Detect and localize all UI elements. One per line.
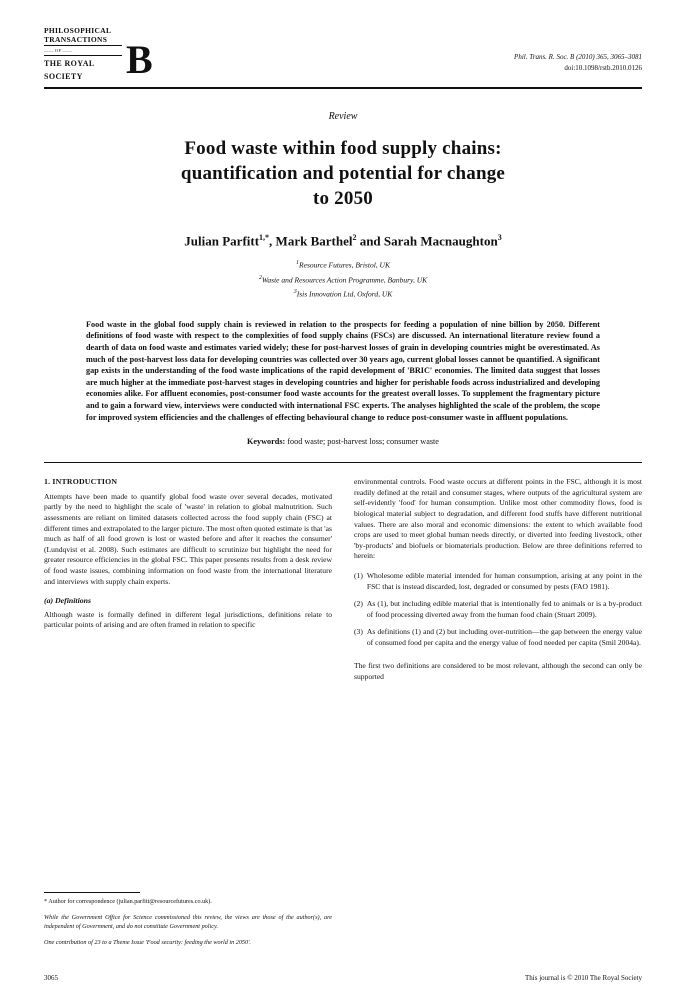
definitions-list — [354, 571, 642, 649]
footnote-government-note: While the Government Office for Science commissioned this review, the views are those of the author(s), are independent of Government, and do not constitute Government policy. — [44, 914, 332, 930]
subsection-heading-definitions: (a) Definitions — [44, 596, 91, 606]
journal-logo-society: SOCIETY — [44, 71, 83, 81]
list-item — [354, 627, 642, 648]
journal-logo-royal: THE ROYAL — [44, 59, 95, 68]
article-title-line-3: to 2050 — [313, 188, 373, 209]
journal-logo-line-1 — [44, 26, 122, 46]
journal-doi: doi:10.1098/rstb.2010.0126 — [564, 64, 642, 72]
keywords-label: Keywords: — [247, 437, 286, 447]
definition-2-number: (2) — [354, 599, 363, 609]
footnote-divider — [44, 892, 140, 893]
affiliation-2: $^2$Waste and Resources Action Programme, Banbury, UK — [258, 274, 428, 285]
list-item — [354, 599, 642, 620]
definition-3-number: (3) — [354, 627, 363, 637]
footnote-theme-issue: One contribution of 23 to a Theme Issue 'Food security: feeding the world in 2050'. — [44, 939, 251, 946]
definition-1-text: Wholesome edible material intended for human consumption, arising at any point in the FSC that is instead discarded, lost, degraded or consumed by pests (FAO 1981). — [366, 570, 642, 591]
intro-paragraph-1: Attempts have been made to quantify global food waste over several decades, motivated partly by the need to highlight the scale of 'waste' in relation to global malnutrition. Such assessments are reliant on limited datasets collected across the food supply chain (FSC) at different times and extrapolated to the larger picture. The most often quoted estimate is that 'as much as half of all food grown is lost or wasted before and after it reaches the consumer' (Lundqvist et al. 2008). Such estimates are difficult to scrutinize but highlight the need for greater resource efficiencies in the global FSC. This paper presents results from a desk review of food waste issues, combining information on food waste from the international literature and interviews with supply chain experts. — [44, 491, 332, 586]
affiliation-1-text: Resource Futures, Bristol, UK — [299, 260, 390, 270]
affiliation-3: $^3$Isis Innovation Ltd, Oxford, UK — [293, 289, 393, 299]
page-footer — [44, 974, 642, 982]
left-column — [44, 477, 332, 875]
affiliation-3-text: Isis Innovation Ltd, Oxford, UK — [296, 289, 393, 299]
right-paragraph-1: environmental controls. Food waste occurs at different points in the FSC, although it is most readily defined at the retail and consumer stages, where outputs of the agricultural system are self-evidently 'food' for human consumption. Unlike most other commodity flows, food is biological material subject to degradation, and different food stuffs have different nutritional values. There are also moral and economic dimensions: the extent to which available food crops are used to meet global human needs directly, or diverted into feeding livestock, other 'by-products' and biofuels or biomaterials production. Below are three definitions referred to herein: — [354, 477, 642, 561]
definition-3-text: As definitions (1) and (2) but including over-nutrition—the gap between the energy value of consumed food per capita and the energy value of food needed per capita (Smil 2004a). — [366, 627, 642, 647]
right-closing-paragraph: The first two definitions are considered to be most relevant, although the second can only be supported — [354, 661, 642, 682]
journal-logo-of: —— OF —— — [44, 46, 122, 56]
journal-logo-b-letter: B — [126, 37, 153, 82]
article-type-label: Review — [328, 111, 358, 122]
page-title — [74, 136, 612, 211]
abstract-divider — [44, 462, 642, 463]
copyright-notice: This journal is © 2010 The Royal Society — [525, 974, 642, 982]
page-number: 3065 — [44, 974, 58, 982]
affiliation-list — [44, 257, 642, 301]
abstract-text: Food waste in the global food supply chain is reviewed in relation to the prospects for feeding a population of nine billion by 2050. Different definitions of food waste with respect to the complexities of food supply chains (FSCs) are discussed. An international literature review found a dearth of data on food waste and estimates varied widely; these for post-harvest losses of grain in developing countries might be overestimated. As much of the post-harvest loss data for developing countries was collected over 30 years ago, current global losses cannot be quantified. A significant gap exists in the understanding of the food waste implications of the rapid development of 'BRIC' economies. The limited data suggest that losses are much higher at the immediate post-harvest stages in developing countries and higher for perishable foods across industrialized and developing economies alike. For affluent economies, post-consumer food waste accounts for the greatest overall losses. To supplement the fragmentary picture and to gain a forward view, interviews were conducted with international FSC experts. The analyses highlighted the scale of the problem, the scope for improved system efficiencies and the challenges of effecting behavioural change to reduce post-consumer waste in affluent populations. — [86, 319, 600, 422]
journal-logo-text — [44, 26, 122, 81]
section-heading-introduction: 1. INTRODUCTION — [44, 477, 118, 487]
author-list: Julian Parfitt$^{1,*}$, Mark Barthel$^2$ and Sarah Macnaughton$^3$ — [184, 233, 502, 249]
right-column — [354, 477, 642, 875]
definitions-paragraph-1: Although waste is formally defined in different legal jurisdictions, definitions relate to particular points of arising and are often framed in relation to specific — [44, 609, 332, 630]
keywords-line — [86, 437, 600, 446]
journal-logo-philosophical: PHILOSOPHICAL — [44, 26, 112, 35]
masthead-citation-block — [514, 26, 642, 74]
list-item — [354, 571, 642, 592]
definition-2-text: As (1), but including edible material that is intentionally fed to animals or is a by-product of food processing diverted away from the human food chain (Stuart 2009). — [366, 599, 642, 619]
journal-logo — [44, 26, 153, 81]
affiliation-1: $^1$Resource Futures, Bristol, UK — [296, 260, 390, 270]
footnotes-block — [44, 892, 332, 954]
definition-1-number: (1) — [354, 570, 363, 580]
article-title-line-1: Food waste within food supply chains: — [184, 138, 502, 159]
body-columns — [44, 477, 642, 875]
masthead — [44, 26, 642, 89]
journal-citation: Phil. Trans. R. Soc. B (2010) 365, 3065–3081 — [514, 53, 642, 61]
affiliation-2-text: Waste and Resources Action Programme, Banbury, UK — [261, 275, 428, 285]
keywords-text: food waste; post-harvest loss; consumer waste — [287, 437, 439, 447]
journal-logo-transactions: TRANSACTIONS — [44, 35, 108, 44]
article-title-line-2: quantification and potential for change — [180, 163, 506, 184]
footnote-corresponding-author: * Author for correspondence (julian.parfitt@resourcefutures.co.uk). — [44, 898, 212, 905]
